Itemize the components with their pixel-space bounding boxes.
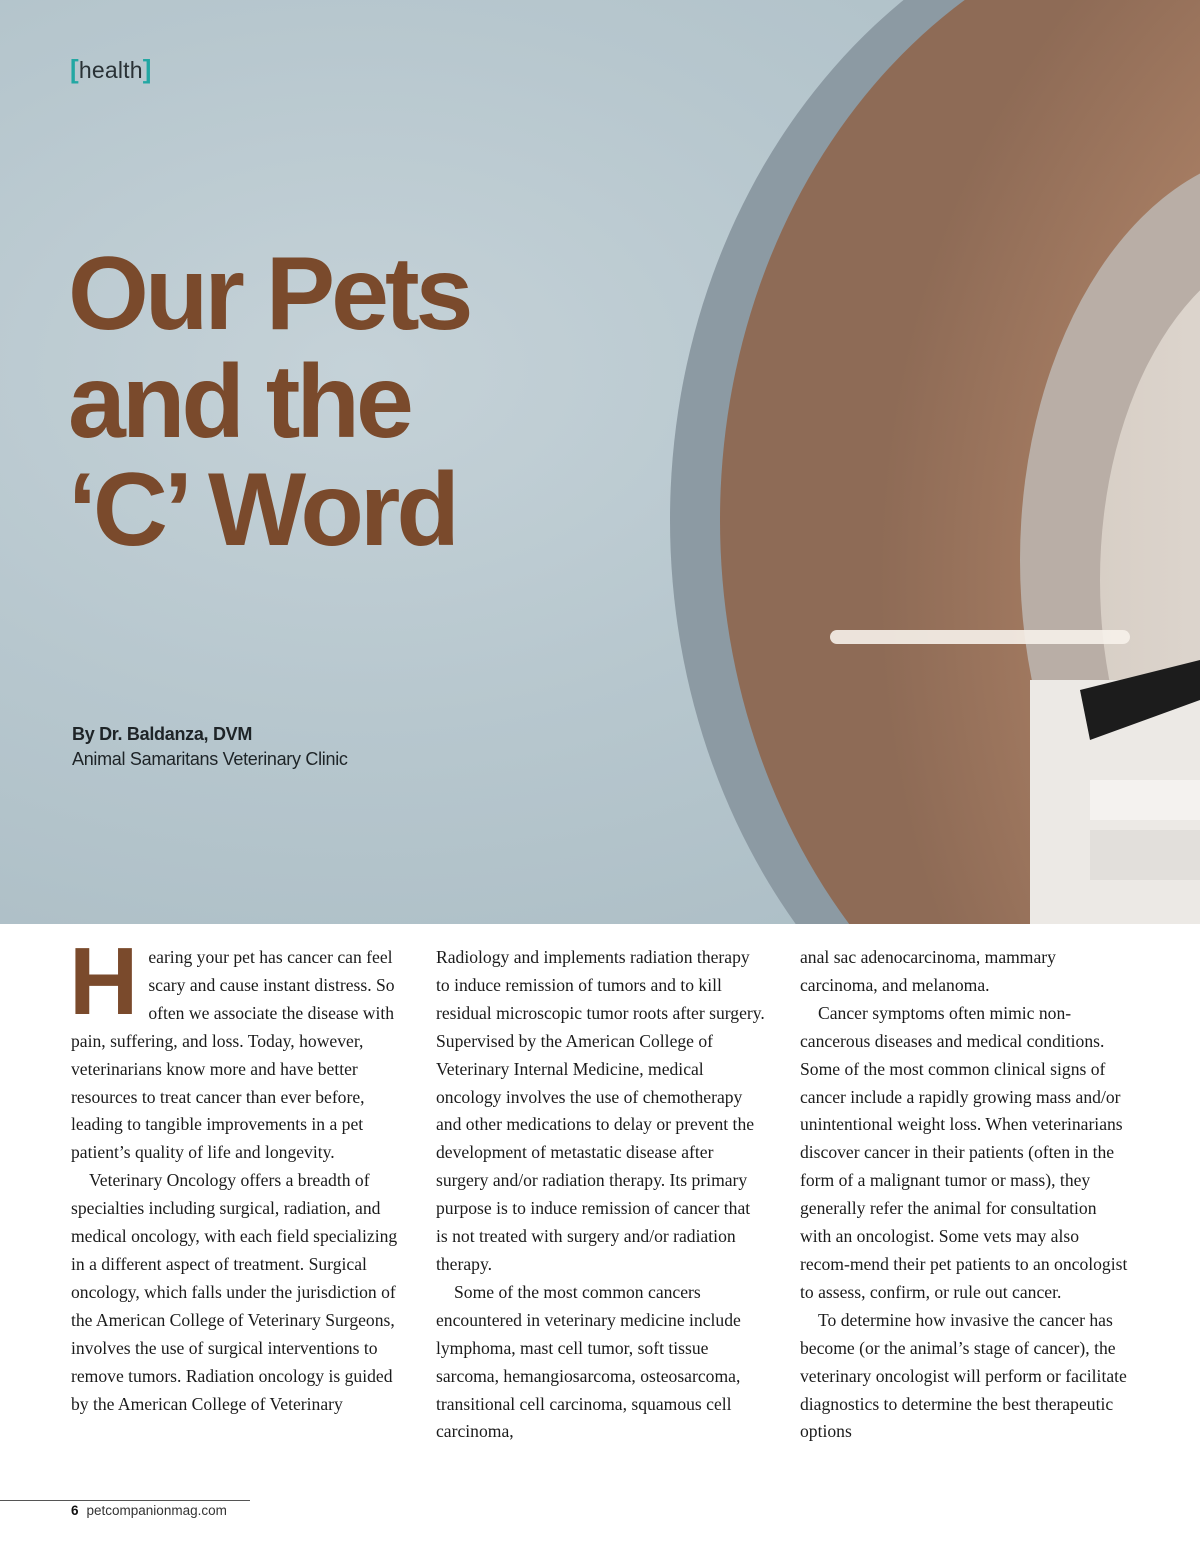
site-link[interactable]: petcompanionmag.com (86, 1503, 227, 1518)
text-column-2 (436, 944, 766, 1446)
author-affiliation: Animal Samaritans Veterinary Clinic (72, 749, 348, 769)
byline (72, 724, 348, 770)
page-number: 6 (71, 1503, 79, 1518)
section-bracket-close: ] (142, 54, 152, 84)
paragraph: Cancer symptoms often mimic non-cancerous diseases and medical conditions. Some of the most common clinical signs of cancer include a rapidly growing mass and/or unintentional weight loss. When veterinarians discover cancer in their patients (often in the form of a malignant tumor or mass), they generally refer the animal for consultation with an oncologist. Some vets may also recom-mend their pet patients to an oncologist to assess, confirm, or rule out cancer. (800, 1002, 1128, 1302)
paragraph: To determine how invasive the cancer has become (or the animal’s stage of cancer), the veterinary oncologist will perform or facilitate diagnostics to determine the best therapeutic options (800, 1309, 1127, 1442)
title-line: Our Pets (68, 236, 470, 352)
paragraph: Radiology and implements radiation therapy to induce remission of tumors and to kill residual microscopic tumor roots after surgery. Supervised by the American College of Veterinary Internal Medicine, medical oncology involves the use of chemotherapy and other medications to delay or prevent the development of metastatic disease after surgery and/or radiation therapy. Its primary purpose is to induce remission of cancer that is not treated with surgery and/or radiation therapy. (436, 947, 765, 1274)
drop-cap: H (69, 928, 137, 1035)
paragraph (69, 928, 401, 1167)
text-column-1 (69, 928, 401, 1418)
author-name: By Dr. Baldanza, DVM (72, 724, 253, 744)
footer-rule (0, 1500, 250, 1501)
page-footer (71, 1503, 227, 1518)
paragraph-text: earing your pet has cancer can feel scary and cause instant distress. So often we associate the disease with pain, suffering, and loss. Today, however, veterinarians know more and have better resources to treat cancer than ever before, leading to tangible improvements in a pet patient’s quality of life and longevity. (71, 947, 395, 1163)
paragraph: Some of the most common cancers encountered in veterinary medicine include lymphoma, mast cell tumor, soft tissue sarcoma, hemangiosarcoma, osteosarcoma, transitional cell carcinoma, squamous cell carcinoma, (436, 1281, 741, 1442)
section-label: health (78, 57, 143, 83)
text-column-3 (800, 944, 1130, 1446)
section-tag (70, 54, 152, 85)
article-title (68, 236, 470, 568)
title-line: and the (68, 344, 410, 460)
title-line: ‘C’ Word (68, 452, 456, 568)
section-bracket-open: [ (70, 54, 79, 84)
paragraph: Veterinary Oncology offers a breadth of specialties including surgical, radiation, and medical oncology, with each field specializing in a different aspect of treatment. Surgical oncology, which falls under the jurisdiction of the American College of Veterinary Surgeons, involves the use of surgical interventions to remove tumors. Radiation oncology is guided by the American College of Veterinary (71, 1170, 398, 1414)
paragraph: anal sac adenocarcinoma, mammary carcinoma, and melanoma. (800, 947, 1056, 995)
